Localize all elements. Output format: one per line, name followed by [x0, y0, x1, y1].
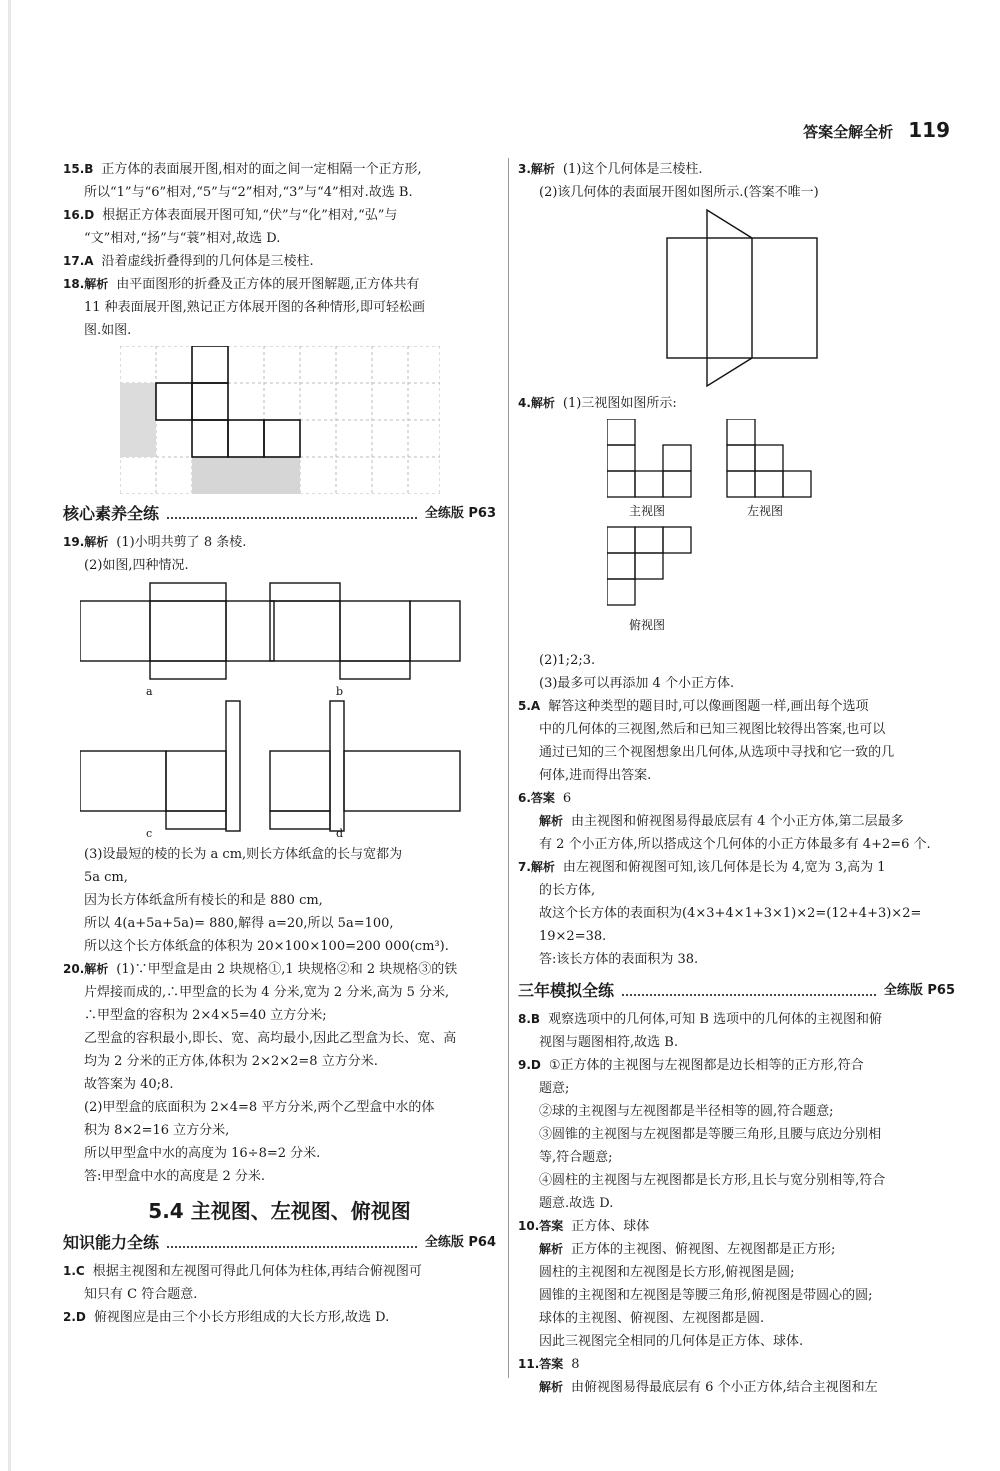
left-column — [63, 158, 496, 1329]
answer-18-line2: 11 种表面展开图,熟记正方体展开图的各种情形,即可轻松画 — [84, 300, 425, 315]
answer-3-line2: (2)该几何体的表面展开图如图所示.(答案不唯一) — [539, 185, 819, 200]
answer-20-line3: ∴甲型盒的容积为 2×4×5=40 立方分米; — [84, 1008, 327, 1023]
box-nets-figure — [80, 581, 480, 839]
answer-10-line2: 圆柱的主视图和左视图是长方形,俯视图是圆; — [539, 1265, 795, 1280]
answer-20-line10: 答:甲型盒中水的高度是 2 分米. — [84, 1169, 266, 1184]
answer-20-line8: 积为 8×2=16 立方分米, — [84, 1123, 230, 1138]
caption-front-view: 主视图 — [628, 504, 665, 518]
answer-19-line2: (2)如图,四种情况. — [84, 558, 189, 573]
answer-5-line2: 中的几何体的三视图,然后和已知三视图比较得出答案,也可以 — [539, 722, 886, 737]
answer-16: 16.D 根据正方体表面展开图可知,“伏”与“化”相对,“弘”与 — [63, 208, 398, 223]
answer-10-line5: 因此三视图完全相同的几何体是正方体、球体. — [539, 1334, 804, 1349]
answer-19-line3: (3)设最短的棱的长为 a cm,则长方体纸盒的长与宽都为 — [84, 847, 403, 862]
answer-4-line3: (3)最多可以再添加 4 个小正方体. — [539, 676, 735, 691]
page-edge — [8, 0, 11, 1471]
answer-5-line3: 通过已知的三个视图想象出几何体,从选项中寻找和它一致的几 — [539, 745, 895, 760]
column-divider — [508, 158, 509, 1378]
answer-20-line2: 片焊接而成的,∴甲型盒的长为 4 分米,宽为 2 分米,高为 5 分米, — [84, 985, 450, 1000]
net-label-d: d — [335, 827, 343, 839]
right-column — [518, 158, 955, 1399]
answer-8: 8.B 观察选项中的几何体,可知 B 选项中的几何体的主视图和俯 — [518, 1012, 883, 1027]
header-title: 答案全解全析 — [803, 123, 894, 141]
answer-7-line2: 的长方体, — [539, 883, 596, 898]
cube-net-grid-figure — [120, 346, 440, 494]
answer-6: 6.答案 6 — [518, 791, 572, 806]
answer-11-analysis: 解析 由俯视图易得最底层有 6 个小正方体,结合主视图和左 — [539, 1380, 878, 1395]
answer-3: 3.解析 (1)这个几何体是三棱柱. — [518, 162, 703, 177]
answer-16-line2: “文”相对,“扬”与“蓑”相对,故选 D. — [84, 231, 281, 246]
answer-15: 15.B 正方体的表面展开图,相对的面之间一定相隔一个正方形, — [63, 162, 422, 177]
answer-20-line5: 均为 2 分米的正方体,体积为 2×2×2=8 立方分米. — [84, 1054, 378, 1069]
answer-10-line3: 圆锥的主视图和左视图是等腰三角形,俯视图是带圆心的圆; — [539, 1288, 873, 1303]
caption-left-view: 左视图 — [746, 504, 783, 518]
caption-top-view: 俯视图 — [628, 618, 665, 632]
answer-7-line5: 答:该长方体的表面积为 38. — [539, 952, 699, 967]
answer-9-line4: ③圆锥的主视图与左视图都是等腰三角形,且腰与底边分别相 — [539, 1127, 882, 1142]
section-title: 5.4 主视图、左视图、俯视图 — [148, 1199, 411, 1223]
section-core-literacy: 核心素养全练 全练版 P63 — [63, 504, 496, 523]
three-views-figure — [607, 419, 867, 645]
answer-2: 2.D 俯视图应是由三个小长方形组成的大长方形,故选 D. — [63, 1310, 390, 1325]
answer-18-line3: 图.如图. — [84, 323, 132, 338]
answer-9: 9.D ①正方体的主视图与左视图都是边长相等的正方形,符合 — [518, 1058, 864, 1073]
answer-1-line2: 知只有 C 符合题意. — [84, 1287, 198, 1302]
answer-7: 7.解析 由左视图和俯视图可知,该几何体是长为 4,宽为 3,高为 1 — [518, 860, 886, 875]
net-label-a: a — [145, 685, 153, 698]
answer-9-line5: 等,符合题意; — [539, 1150, 613, 1165]
answer-20-line7: (2)甲型盒的底面积为 2×4=8 平方分米,两个乙型盒中水的体 — [84, 1100, 435, 1115]
answer-10-line4: 球体的主视图、俯视图、左视图都是圆. — [539, 1311, 765, 1326]
answer-4-line2: (2)1;2;3. — [539, 653, 596, 668]
section-knowledge-ability: 知识能力全练 全练版 P64 — [63, 1233, 496, 1252]
page-header — [803, 118, 950, 142]
answer-20: 20.解析 (1)∵甲型盒是由 2 块规格①,1 块规格②和 2 块规格③的铁 — [63, 962, 458, 977]
answer-8-line2: 视图与题图相符,故选 B. — [539, 1035, 678, 1050]
answer-6-analysis: 解析 由主视图和俯视图易得最底层有 4 个小正方体,第二层最多 — [539, 814, 904, 829]
answer-19-line7: 所以这个长方体纸盒的体积为 20×100×100=200 000(cm³). — [84, 939, 449, 954]
answer-15-line2: 所以“1”与“6”相对,“5”与“2”相对,“3”与“4”相对.故选 B. — [84, 185, 413, 200]
net-label-b: b — [335, 685, 343, 698]
answer-10-analysis: 解析 正方体的主视图、俯视图、左视图都是正方形; — [539, 1242, 836, 1257]
answer-11: 11.答案 8 — [518, 1357, 580, 1372]
answer-7-line3: 故这个长方体的表面积为(4×3+4×1+3×1)×2=(12+4+3)×2= — [539, 906, 922, 921]
answer-9-line3: ②球的主视图与左视图都是半径相等的圆,符合题意; — [539, 1104, 834, 1119]
answer-10: 10.答案 正方体、球体 — [518, 1219, 650, 1234]
answer-20-line9: 所以甲型盒中水的高度为 16÷8=2 分米. — [84, 1146, 321, 1161]
answer-9-line6: ④圆柱的主视图与左视图都是长方形,且长与宽分别相等,符合 — [539, 1173, 886, 1188]
answer-19-line5: 因为长方体纸盒所有棱长的和是 880 cm, — [84, 893, 323, 908]
answer-17: 17.A 沿着虚线折叠得到的几何体是三棱柱. — [63, 254, 314, 269]
answer-19: 19.解析 (1)小明共剪了 8 条棱. — [63, 535, 247, 550]
answer-6-line2: 有 2 个小正方体,所以搭成这个几何体的小正方体最多有 4+2=6 个. — [539, 837, 931, 852]
answer-9-line7: 题意.故选 D. — [539, 1196, 614, 1211]
prism-net-figure — [637, 208, 837, 388]
net-label-c: c — [145, 827, 152, 839]
answer-9-line2: 题意; — [539, 1081, 570, 1096]
answer-4: 4.解析 (1)三视图如图所示: — [518, 396, 677, 411]
answer-18: 18.解析 由平面图形的折叠及正方体的展开图解题,正方体共有 — [63, 277, 420, 292]
answer-5: 5.A 解答这种类型的题目时,可以像画图题一样,画出每个选项 — [518, 699, 869, 714]
answer-7-line4: 19×2=38. — [539, 929, 607, 944]
answer-1: 1.C 根据主视图和左视图可得此几何体为柱体,再结合俯视图可 — [63, 1264, 422, 1279]
section-three-year-mock: 三年模拟全练 全练版 P65 — [518, 981, 955, 1000]
answer-19-line4: 5a cm, — [84, 870, 128, 885]
answer-5-line4: 何体,进而得出答案. — [539, 768, 652, 783]
answer-19-line6: 所以 4(a+5a+5a)= 880,解得 a=20,所以 5a=100, — [84, 916, 394, 931]
answer-20-line4: 乙型盒的容积最小,即长、宽、高均最小,因此乙型盒为长、宽、高 — [84, 1031, 457, 1046]
page-number: 119 — [908, 118, 950, 142]
answer-20-line6: 故答案为 40;8. — [84, 1077, 174, 1092]
